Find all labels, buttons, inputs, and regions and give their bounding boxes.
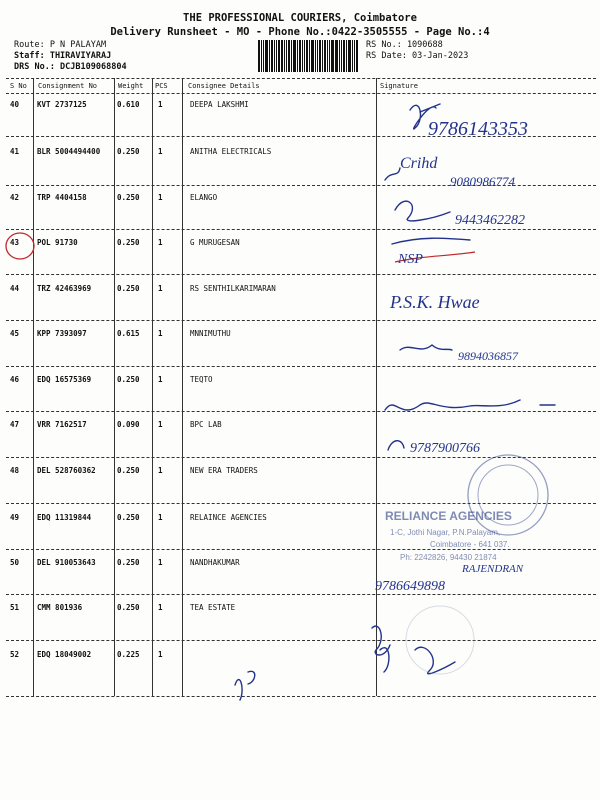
row-consignee: RS SENTHILKARIMARAN xyxy=(190,284,276,293)
row-sno: 47 xyxy=(10,420,20,429)
row-weight: 0.610 xyxy=(117,100,140,109)
row-sno: 45 xyxy=(10,329,20,338)
barcode-bar xyxy=(297,40,298,72)
row-rule xyxy=(6,696,596,697)
row-sno: 40 xyxy=(10,100,20,109)
rs-number: RS No.: 1090688 xyxy=(366,40,443,50)
company-title: THE PROFESSIONAL COURIERS, Coimbatore xyxy=(183,12,417,24)
row-consignment: CMM 801936 xyxy=(37,603,83,612)
row-pcs: 1 xyxy=(158,558,163,567)
stamp-line: Ph: 2242826, 94430 21874 xyxy=(400,553,497,562)
drs-number: DRS No.: DCJB109068804 xyxy=(14,62,127,72)
barcode-bar xyxy=(354,40,355,72)
row-pcs: 1 xyxy=(158,147,163,156)
row-rule xyxy=(6,136,596,137)
runsheet-meta-right xyxy=(366,40,468,62)
row-consignment: VRR 7162517 xyxy=(37,420,87,429)
row-pcs: 1 xyxy=(158,466,163,475)
table-row xyxy=(0,193,600,202)
table-row xyxy=(0,603,600,612)
handwritten-note: NSP xyxy=(398,252,423,267)
row-consignee: NANDHAKUMAR xyxy=(190,558,240,567)
barcode-bar xyxy=(304,40,305,72)
row-consignee: ELANGO xyxy=(190,193,218,202)
row-rule xyxy=(6,457,596,458)
row-consignee: ANITHA ELECTRICALS xyxy=(190,147,272,156)
runsheet-subtitle: Delivery Runsheet - MO - Phone No.:0422-3505555 - Page No.:4 xyxy=(110,26,490,38)
row-consignment: TRP 4404158 xyxy=(37,193,87,202)
barcode-bar xyxy=(261,40,262,72)
signature-scribble xyxy=(400,345,452,350)
barcode-bar xyxy=(288,40,290,72)
row-consignment: EDQ 16575369 xyxy=(37,375,92,384)
row-pcs: 1 xyxy=(158,650,163,659)
row-consignment: EDQ 18049002 xyxy=(37,650,92,659)
barcode-bar xyxy=(309,40,310,72)
row-pcs: 1 xyxy=(158,193,163,202)
row-weight: 0.615 xyxy=(117,329,140,338)
table-row xyxy=(0,147,600,156)
barcode-bar xyxy=(278,40,280,72)
barcode-bar xyxy=(348,40,351,72)
barcode-bar xyxy=(263,40,264,72)
row-pcs: 1 xyxy=(158,100,163,109)
row-sno: 49 xyxy=(10,513,20,522)
row-sno: 50 xyxy=(10,558,20,567)
stamp-line: Coimbatore - 641 037. xyxy=(430,540,510,549)
row-pcs: 1 xyxy=(158,420,163,429)
signature-scribble xyxy=(410,104,440,129)
table-row xyxy=(0,284,600,293)
row-consignee: TEA ESTATE xyxy=(190,603,236,612)
row-sno: 43 xyxy=(10,238,20,247)
table-row xyxy=(0,420,600,429)
col-consignment: Consignment No xyxy=(38,82,98,90)
barcode-bar xyxy=(315,40,316,72)
barcode-bar xyxy=(269,40,270,72)
handwritten-phone: 9787900766 xyxy=(410,441,480,456)
barcode-bar xyxy=(286,40,287,72)
stamp-circle xyxy=(478,465,538,525)
row-consignment: TRZ 42463969 xyxy=(37,284,92,293)
barcode-bar xyxy=(317,40,318,72)
row-sno: 48 xyxy=(10,466,20,475)
barcode-bar xyxy=(299,40,301,72)
row-consignee: TEQTO xyxy=(190,375,213,384)
table-row xyxy=(0,375,600,384)
row-weight: 0.250 xyxy=(117,193,140,202)
barcode-bar xyxy=(274,40,275,72)
row-sno: 44 xyxy=(10,284,20,293)
row-rule xyxy=(6,366,596,367)
header-bottom-rule xyxy=(6,93,596,94)
row-pcs: 1 xyxy=(158,375,163,384)
col-sno: S No xyxy=(10,82,27,90)
route-text: Route: P N PALAYAM xyxy=(14,40,107,50)
barcode-bar xyxy=(281,40,284,72)
barcode-bar xyxy=(346,40,347,72)
row-rule xyxy=(6,274,596,275)
signature-scribble xyxy=(380,647,455,674)
row-sno: 46 xyxy=(10,375,20,384)
table-row xyxy=(0,100,600,109)
red-underline xyxy=(395,252,475,262)
row-consignment: KPP 7393097 xyxy=(37,329,87,338)
barcode-bar xyxy=(302,40,303,72)
barcode-bar xyxy=(343,40,345,72)
handwritten-phone: 9443462282 xyxy=(455,213,525,228)
row-weight: 0.250 xyxy=(117,375,140,384)
rs-date: RS Date: 03-Jan-2023 xyxy=(366,51,469,61)
barcode-bar xyxy=(339,40,340,72)
handwritten-note: Crihd xyxy=(400,155,438,172)
barcode xyxy=(258,40,358,72)
row-weight: 0.250 xyxy=(117,466,140,475)
signature-scribble xyxy=(395,201,450,221)
handwritten-phone: 9894036857 xyxy=(458,349,518,363)
handwritten-phone: 9080986774 xyxy=(450,174,515,189)
row-consignee: G MURUGESAN xyxy=(190,238,240,247)
signature-scribble xyxy=(392,238,470,244)
row-sno: 51 xyxy=(10,603,20,612)
signature-scribble xyxy=(385,400,555,410)
row-rule xyxy=(6,229,596,230)
barcode-bar xyxy=(335,40,336,72)
row-consignee: RELAINCE AGENCIES xyxy=(190,513,267,522)
barcode-bar xyxy=(336,40,338,72)
handwritten-phone: 9786649898 xyxy=(375,579,445,594)
staff-text: Staff: THIRAVIYARAJ xyxy=(14,51,112,61)
handwritten-phone: 9786143353 xyxy=(428,118,528,140)
row-rule xyxy=(6,503,596,504)
signature-scribble xyxy=(388,441,404,450)
barcode-bar xyxy=(352,40,353,72)
barcode-bar xyxy=(319,40,321,72)
signature-scribble xyxy=(385,168,400,180)
stamp-circle xyxy=(468,455,548,535)
barcode-bar xyxy=(291,40,292,72)
col-pcs: PCS xyxy=(155,82,168,90)
row-weight: 0.090 xyxy=(117,420,140,429)
row-weight: 0.250 xyxy=(117,147,140,156)
row-consignment: KVT 2737125 xyxy=(37,100,87,109)
row-sno: 42 xyxy=(10,193,20,202)
row-consignee: DEEPA LAKSHMI xyxy=(190,100,249,109)
barcode-bar xyxy=(331,40,334,72)
row-consignment: DEL 910053643 xyxy=(37,558,96,567)
barcode-bar xyxy=(284,40,285,72)
stamp-line: 1-C, Jothi Nagar, P.N.Palayam, xyxy=(390,528,501,537)
barcode-bar xyxy=(341,40,342,72)
barcode-bar xyxy=(311,40,314,72)
barcode-bar xyxy=(271,40,273,72)
row-weight: 0.250 xyxy=(117,284,140,293)
table-row xyxy=(0,650,600,659)
header-top-rule xyxy=(6,78,596,79)
row-sno: 52 xyxy=(10,650,20,659)
barcode-bar xyxy=(322,40,323,72)
handwritten-name: P.S.K. Hwae xyxy=(390,292,480,312)
row-consignment: POL 91730 xyxy=(37,238,78,247)
row-pcs: 1 xyxy=(158,329,163,338)
row-consignee: NEW ERA TRADERS xyxy=(190,466,258,475)
row-consignee: MNNIMUTHU xyxy=(190,329,231,338)
row-weight: 0.250 xyxy=(117,238,140,247)
col-weight: Weight xyxy=(118,82,144,90)
barcode-bar xyxy=(258,40,260,72)
row-consignee: BPC LAB xyxy=(190,420,222,429)
col-consignee-details: Consignee Details xyxy=(188,82,260,90)
row-rule xyxy=(6,320,596,321)
barcode-bar xyxy=(276,40,277,72)
row-pcs: 1 xyxy=(158,238,163,247)
handwritten-name: RAJENDRAN xyxy=(462,563,524,575)
row-consignment: BLR 5004494400 xyxy=(37,147,101,156)
row-rule xyxy=(6,549,596,550)
row-pcs: 1 xyxy=(158,513,163,522)
runsheet-meta-left xyxy=(14,40,127,73)
row-weight: 0.250 xyxy=(117,513,140,522)
row-weight: 0.250 xyxy=(117,558,140,567)
row-consignment: DEL 528760362 xyxy=(37,466,96,475)
barcode-bar xyxy=(306,40,308,72)
row-weight: 0.225 xyxy=(117,650,140,659)
row-pcs: 1 xyxy=(158,284,163,293)
table-row xyxy=(0,466,600,475)
row-pcs: 1 xyxy=(158,603,163,612)
row-sno: 41 xyxy=(10,147,20,156)
table-row xyxy=(0,329,600,338)
barcode-bar xyxy=(327,40,328,72)
row-rule xyxy=(6,594,596,595)
col-signature: Signature xyxy=(380,82,418,90)
table-row xyxy=(0,238,600,247)
barcode-bar xyxy=(329,40,330,72)
table-row xyxy=(0,558,600,567)
row-weight: 0.250 xyxy=(117,603,140,612)
barcode-bar xyxy=(356,40,358,72)
barcode-bar xyxy=(265,40,268,72)
row-rule xyxy=(6,640,596,641)
row-rule xyxy=(6,185,596,186)
barcode-bar xyxy=(293,40,296,72)
stamp-name: RELIANCE AGENCIES xyxy=(385,509,512,523)
row-consignment: EDQ 11319844 xyxy=(37,513,92,522)
row-rule xyxy=(6,411,596,412)
barcode-bar xyxy=(324,40,326,72)
